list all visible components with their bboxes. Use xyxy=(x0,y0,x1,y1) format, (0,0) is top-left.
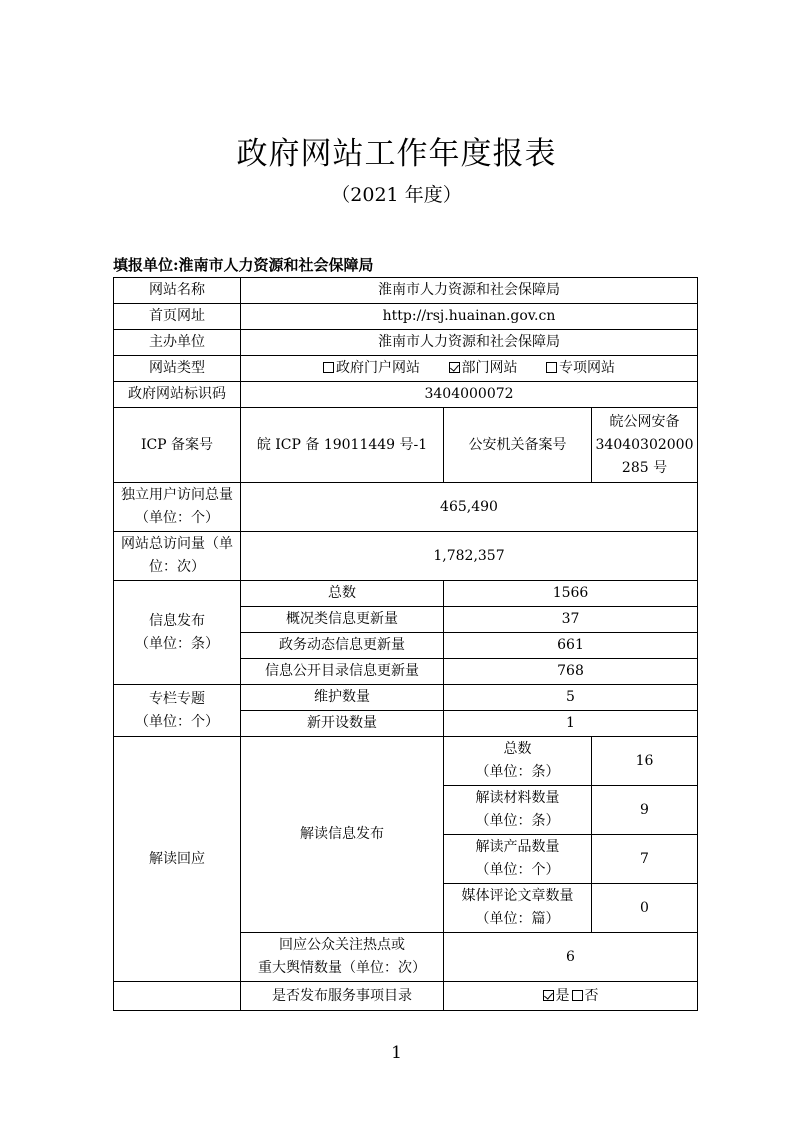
site-id-label: 政府网站标识码 xyxy=(114,382,241,408)
row-sponsor xyxy=(114,330,698,356)
row-homepage xyxy=(114,304,698,330)
row-pv xyxy=(114,532,698,581)
sponsor-label: 主办单位 xyxy=(114,330,241,356)
report-year: （2021 年度） xyxy=(331,184,462,206)
police-label: 公安机关备案号 xyxy=(444,408,592,483)
uv-value: 465,490 xyxy=(241,483,698,532)
response-label-line1: 回应公众关注热点或 xyxy=(279,937,405,953)
interpret-row-unit: （单位：个） xyxy=(475,862,560,878)
column-row-label: 新开设数量 xyxy=(241,711,444,737)
interpret-row-label xyxy=(444,737,592,786)
row-site-type xyxy=(114,356,698,382)
option-special-label: 专项网站 xyxy=(558,360,615,376)
column-label-text: 专栏专题 xyxy=(149,690,205,707)
info-row-label: 政务动态信息更新量 xyxy=(241,633,444,659)
response-label-line2: 重大舆情数量（单位：次） xyxy=(258,960,426,976)
interpret-row-unit: （单位：条） xyxy=(475,813,560,829)
report-table xyxy=(113,277,698,1011)
info-row-value: 37 xyxy=(444,607,698,633)
info-row-label: 信息公开目录信息更新量 xyxy=(241,659,444,685)
option-portal xyxy=(323,360,420,376)
interpret-label: 解读回应 xyxy=(114,737,241,982)
site-type-label: 网站类型 xyxy=(114,356,241,382)
option-special xyxy=(546,360,615,376)
interpret-row-name: 解读材料数量 xyxy=(475,790,560,806)
report-title: 政府网站工作年度报表 xyxy=(236,136,557,172)
icp-label: ICP 备案号 xyxy=(114,408,241,483)
interpret-row-name: 解读产品数量 xyxy=(475,839,560,855)
checkbox-icon xyxy=(323,362,334,373)
pv-value: 1,782,357 xyxy=(241,532,698,581)
site-name-value: 淮南市人力资源和社会保障局 xyxy=(241,278,698,304)
row-site-name xyxy=(114,278,698,304)
homepage-label: 首页网址 xyxy=(114,304,241,330)
response-label xyxy=(241,933,444,982)
interpret-row-label xyxy=(444,835,592,884)
site-name-label: 网站名称 xyxy=(114,278,241,304)
checkbox-icon xyxy=(449,362,460,373)
row-service xyxy=(114,982,698,1011)
interpret-row-name: 总数 xyxy=(503,741,532,757)
interpret-row-label xyxy=(444,884,592,933)
row-info-total xyxy=(114,581,698,607)
row-icp xyxy=(114,408,698,483)
column-row-value: 1 xyxy=(444,711,698,737)
sponsor-value: 淮南市人力资源和社会保障局 xyxy=(241,330,698,356)
homepage-value: http://rsj.huainan.gov.cn xyxy=(241,304,698,330)
info-row-value: 768 xyxy=(444,659,698,685)
option-department-label: 部门网站 xyxy=(461,360,518,376)
checkbox-icon xyxy=(543,990,554,1001)
interpret-row-value: 7 xyxy=(592,835,698,884)
row-column-maintain xyxy=(114,685,698,711)
info-row-label: 总数 xyxy=(241,581,444,607)
uv-label: 独立用户访问总量（单位：个） xyxy=(114,483,241,532)
interpret-row-value: 9 xyxy=(592,786,698,835)
site-type-options xyxy=(241,356,698,382)
icp-value: 皖 ICP 备 19011449 号-1 xyxy=(241,408,444,483)
column-unit-text: （单位：个） xyxy=(135,713,219,730)
service-empty-cell xyxy=(114,982,241,1011)
interpret-row-name: 媒体评论文章数量 xyxy=(461,888,574,904)
interpret-row-value: 16 xyxy=(592,737,698,786)
pv-label: 网站总访问量（单位：次） xyxy=(114,532,241,581)
row-interpret-total xyxy=(114,737,698,786)
filing-unit: 填报单位:淮南市人力资源和社会保障局 xyxy=(113,256,374,274)
info-label-text: 信息发布 xyxy=(149,612,205,629)
interpret-row-unit: （单位：条） xyxy=(475,764,560,780)
interpret-row-value: 0 xyxy=(592,884,698,933)
site-id-value: 3404000072 xyxy=(241,382,698,408)
interpret-row-label xyxy=(444,786,592,835)
page-number: 1 xyxy=(391,1043,402,1063)
checkbox-icon xyxy=(546,362,557,373)
option-department xyxy=(449,360,518,376)
column-row-value: 5 xyxy=(444,685,698,711)
info-row-value: 1566 xyxy=(444,581,698,607)
option-portal-label: 政府门户网站 xyxy=(336,360,421,376)
column-topic-label xyxy=(114,685,241,737)
service-yes: 是 xyxy=(555,987,570,1004)
info-row-value: 661 xyxy=(444,633,698,659)
service-options xyxy=(444,982,698,1011)
row-uv xyxy=(114,483,698,532)
row-site-id xyxy=(114,382,698,408)
info-row-label: 概况类信息更新量 xyxy=(241,607,444,633)
checkbox-icon xyxy=(572,990,583,1001)
interpret-release-label: 解读信息发布 xyxy=(241,737,444,933)
response-value: 6 xyxy=(444,933,698,982)
info-release-label xyxy=(114,581,241,685)
service-no: 否 xyxy=(584,987,599,1004)
police-value: 皖公网安备 34040302000 285 号 xyxy=(592,408,698,483)
interpret-row-unit: （单位：篇） xyxy=(475,911,560,927)
service-label: 是否发布服务事项目录 xyxy=(241,982,444,1011)
info-unit-text: （单位：条） xyxy=(135,635,219,652)
column-row-label: 维护数量 xyxy=(241,685,444,711)
